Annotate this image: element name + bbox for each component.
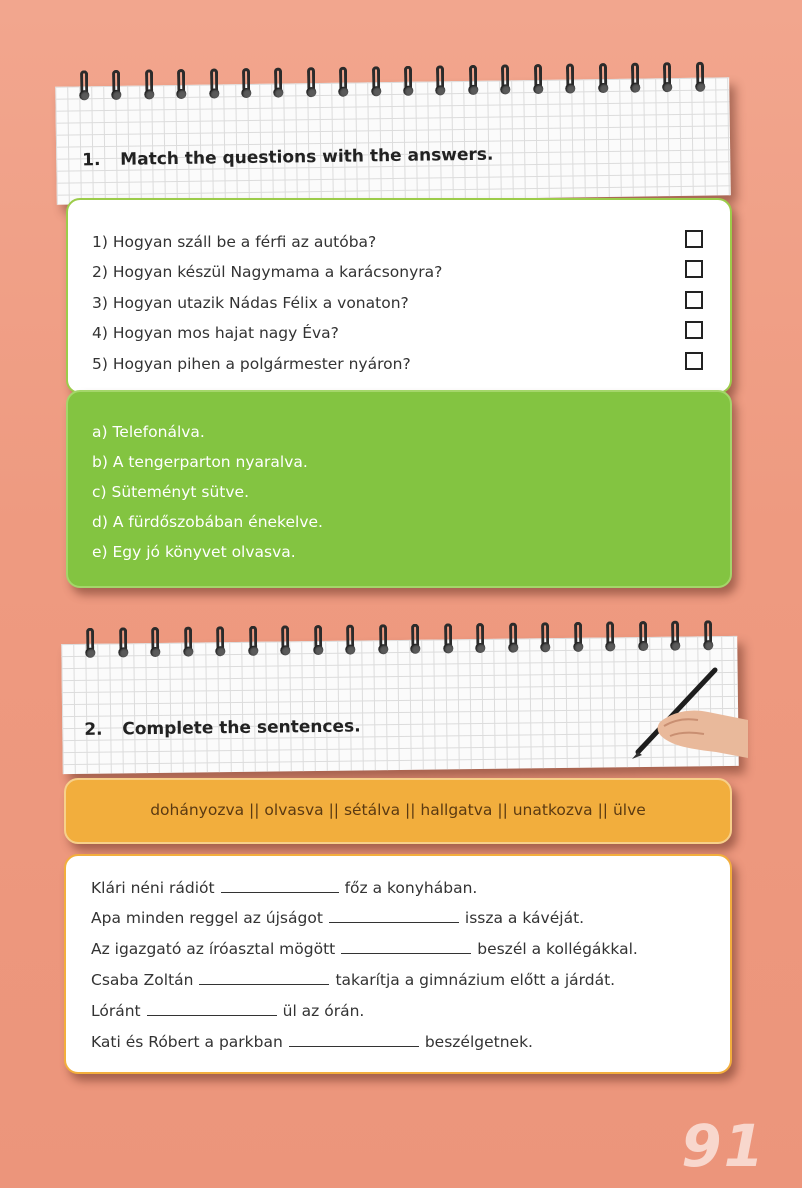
sentence-6 [91, 1032, 533, 1051]
sentence-4-start: Csaba Zoltán [91, 971, 194, 989]
answer-e: e) Egy jó könyvet olvasva. [92, 543, 296, 561]
sentence-5-start: Lóránt [91, 1002, 141, 1020]
sentence-1 [91, 878, 477, 897]
sentence-3-start: Az igazgató az íróasztal mögött [91, 940, 336, 958]
answer-blank-2[interactable] [329, 908, 459, 923]
question-2: 2) Hogyan készül Nagymama a karácsonyra? [92, 263, 443, 281]
answer-blank-4[interactable] [199, 970, 329, 985]
exercise-2-title [84, 716, 361, 739]
page-number: 91 [681, 1112, 766, 1180]
answer-c: c) Süteményt sütve. [92, 483, 250, 501]
sentence-6-end: beszélgetnek. [424, 1033, 533, 1051]
sentence-2-end: issza a kávéját. [464, 909, 585, 927]
sentences-box [64, 854, 732, 1074]
spiral-binding [85, 620, 713, 662]
sentence-3-end: beszél a kollégákkal. [477, 940, 638, 958]
answer-a: a) Telefonálva. [92, 423, 205, 441]
question-5: 5) Hogyan pihen a polgármester nyáron? [92, 355, 411, 373]
exercise-2-number: 2. [84, 719, 103, 740]
sentence-1-start: Klári néni rádiót [91, 879, 215, 897]
sentence-5 [91, 1001, 364, 1020]
sentence-3 [91, 939, 638, 958]
word-bank [64, 778, 732, 844]
answer-blank-6[interactable] [289, 1032, 419, 1047]
answer-b: b) A tengerparton nyaralva. [92, 453, 308, 471]
sentence-4 [91, 970, 615, 989]
question-4: 4) Hogyan mos hajat nagy Éva? [92, 324, 339, 342]
answer-d: d) A fürdőszobában énekelve. [92, 513, 323, 531]
answer-checkbox-1[interactable] [685, 230, 703, 248]
sentence-5-end: ül az órán. [282, 1002, 365, 1020]
spiral-binding [79, 62, 705, 105]
sentence-2-start: Apa minden reggel az újságot [91, 909, 323, 927]
answers-box [66, 390, 732, 588]
sentence-1-end: főz a konyhában. [344, 879, 478, 897]
exercise-1-header [55, 77, 731, 204]
answer-blank-5[interactable] [147, 1001, 277, 1016]
exercise-1-title [82, 145, 493, 171]
sentence-2 [91, 908, 584, 927]
word-bank-text: dohányozva || olvasva || sétálva || hallgatva || unatkozva || ülve [150, 801, 646, 819]
sentence-6-start: Kati és Róbert a parkban [91, 1033, 283, 1051]
answer-checkbox-5[interactable] [685, 352, 703, 370]
answer-blank-3[interactable] [341, 939, 471, 954]
exercise-1-instruction: Match the questions with the answers. [120, 144, 494, 170]
pencil-hand-icon [620, 660, 750, 760]
answer-checkbox-4[interactable] [685, 321, 703, 339]
sentence-4-end: takarítja a gimnázium előtt a járdát. [335, 971, 616, 989]
question-1: 1) Hogyan száll be a férfi az autóba? [92, 233, 377, 251]
exercise-1-number: 1. [82, 150, 101, 171]
answer-checkbox-2[interactable] [685, 260, 703, 278]
questions-box [66, 198, 732, 394]
exercise-2-instruction: Complete the sentences. [122, 716, 361, 740]
answer-checkbox-3[interactable] [685, 291, 703, 309]
question-3: 3) Hogyan utazik Nádas Félix a vonaton? [92, 294, 409, 312]
answer-blank-1[interactable] [221, 878, 339, 893]
